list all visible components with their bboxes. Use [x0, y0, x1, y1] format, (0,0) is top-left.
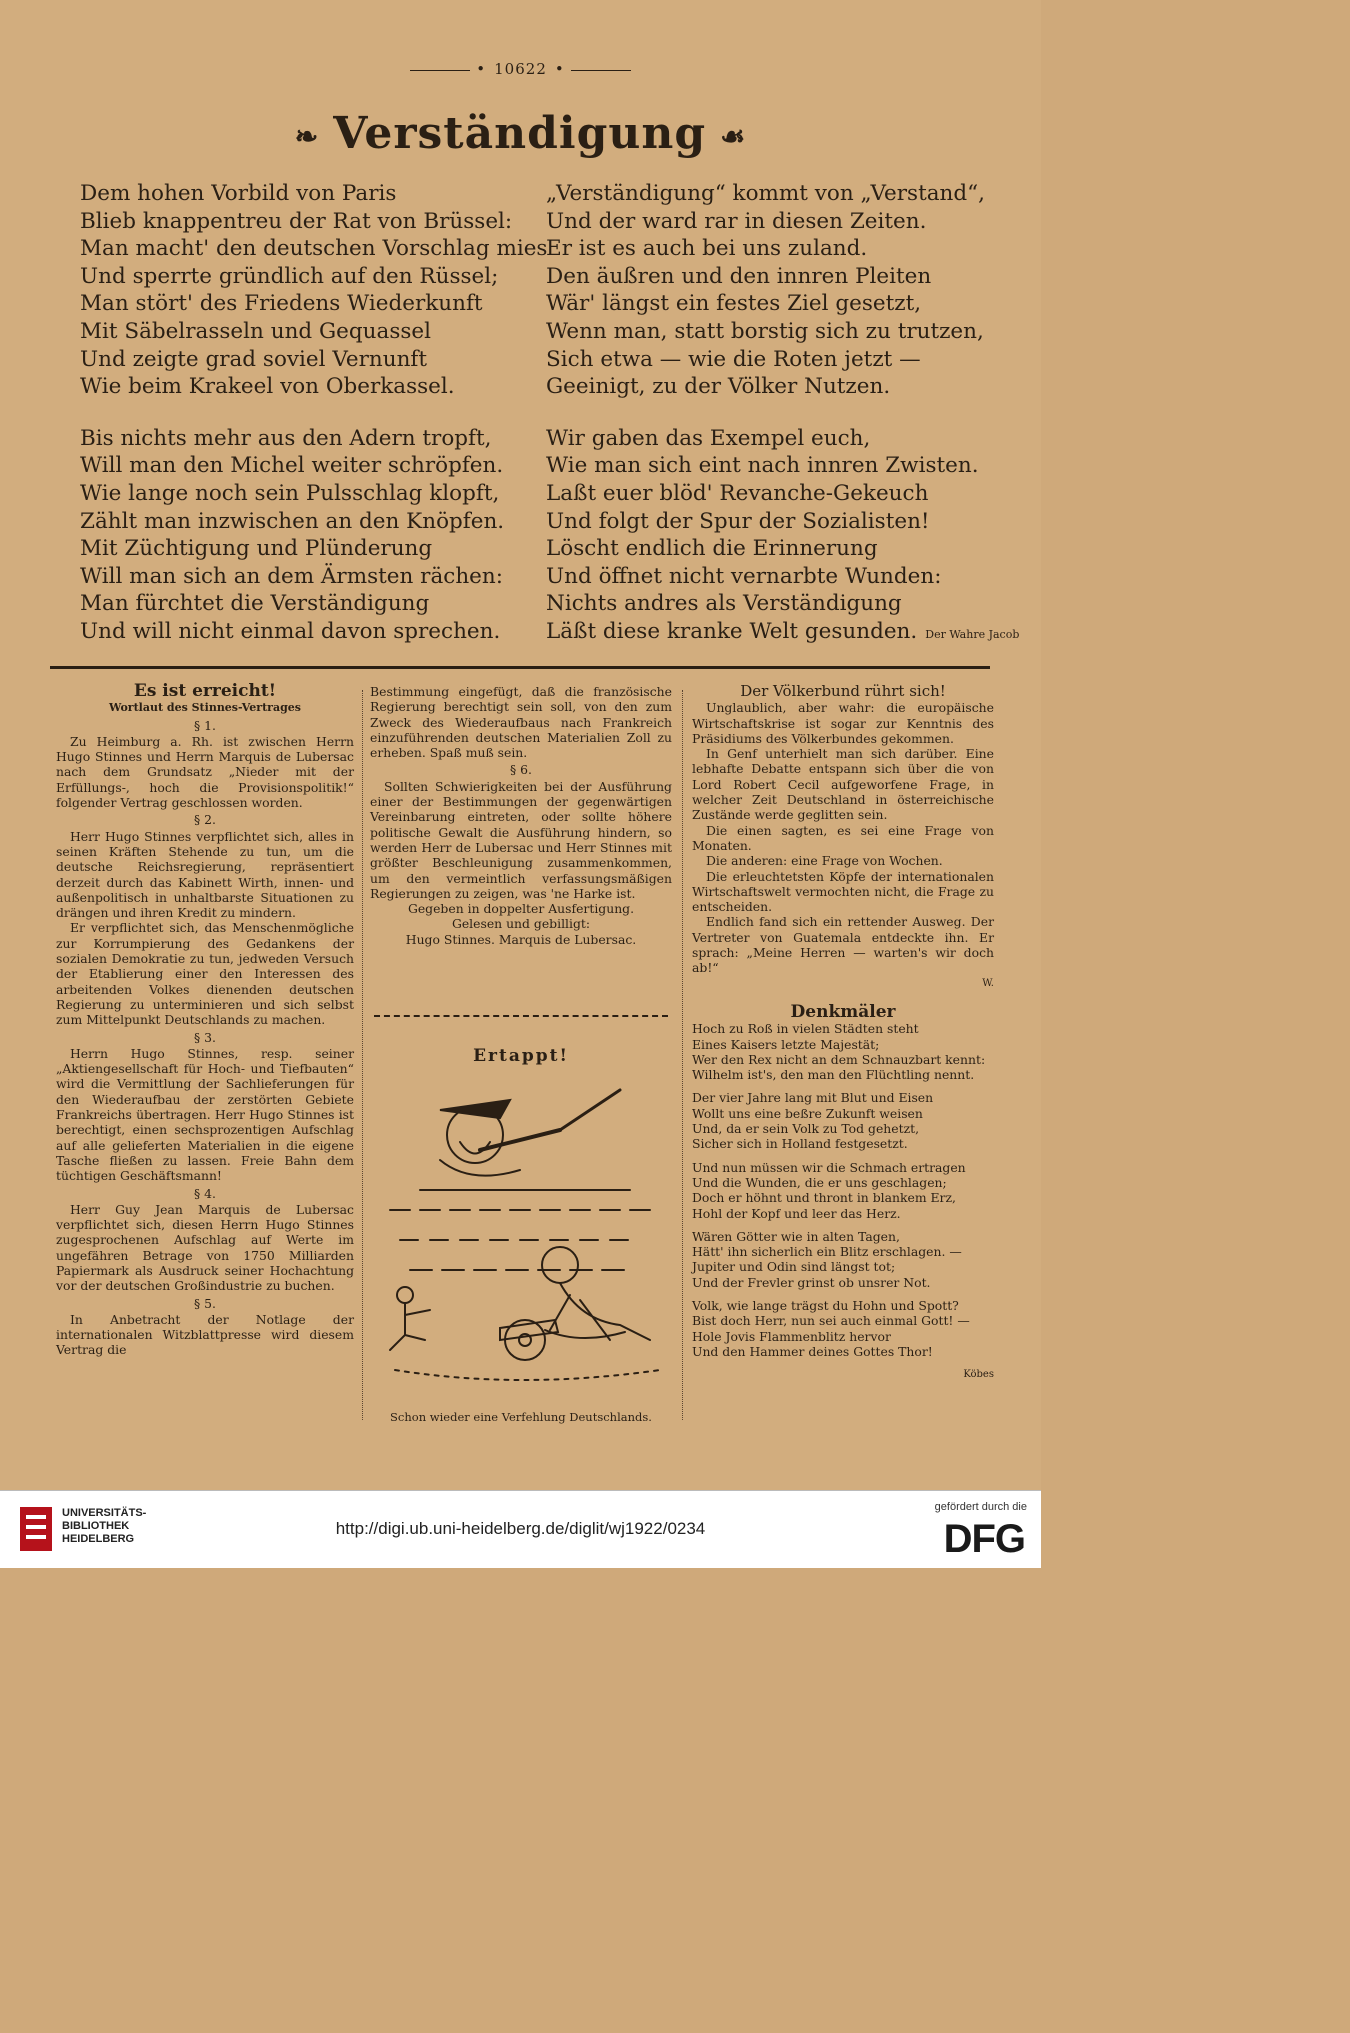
read-line: Gelesen und gebilligt: [451, 916, 591, 932]
poem-left-column [80, 180, 548, 670]
article-title: Der Völkerbund rührt sich! [740, 682, 946, 700]
poem-line: Und zeigte grad soviel Vernunft [80, 346, 428, 372]
cartoon-rule [374, 1015, 668, 1017]
signers-line: Hugo Stinnes. Marquis de Lubersac. [405, 931, 637, 947]
funded-by-label: gefördert durch die [934, 1501, 1027, 1513]
paragraph: Die erleuchtetsten Köpfe der internationalen Wirtschaftswelt vermochten nicht, die Frage zu entscheiden. [692, 868, 994, 915]
section-heading: § 1. [194, 717, 216, 733]
article-stinnes-contract-cont [370, 684, 672, 947]
ornament-left-icon: ❧ [294, 120, 320, 153]
poem-line: Und, da er sein Volk zu Tod gehetzt, [692, 1121, 920, 1137]
section-heading: § 4. [194, 1185, 216, 1201]
paragraph: Herr Hugo Stinnes verpflichtet sich, alles in seinen Kräften Stehende zu tun, um die deutsche Reichsregierung, repräsentiert derzeit durch das Kabinett Wirth, innen- und außenpolitisch in unhaltbarste Situationen zu drängen und ihren Kredit zu mindern. [56, 828, 354, 921]
poem-line: Läßt diese kranke Welt gesunden. Der Wahre Jacob [546, 618, 1020, 644]
poem-line: Jupiter und Odin sind längst tot; [692, 1259, 896, 1275]
paragraph: In Anbetracht der Notlage der internationalen Witzblattpresse wird diesem Vertrag die [56, 1311, 354, 1358]
ornament-right-icon: ☙ [720, 120, 747, 153]
library-name: UNIVERSITÄTS- BIBLIOTHEK HEIDELBERG [62, 1507, 147, 1545]
poem-line: Mit Züchtigung und Plünderung [80, 536, 433, 562]
poem-line: Wir gaben das Exempel euch, [546, 425, 871, 451]
paragraph: In Genf unterhielt man sich darüber. Eine lebhafte Debatte entspann sich über die von Lord Robert Cecil aufgeworfene Frage, in welcher Zeit Deutschland in österreichische Zustände werde geglitten sein. [692, 746, 994, 823]
page-number: • 10622 • [0, 60, 1041, 78]
poem-line: Wollt uns eine beßre Zukunft weisen [692, 1105, 923, 1121]
poem-line: Wenn man, statt borstig sich zu trutzen, [546, 318, 984, 344]
section-divider [50, 666, 990, 669]
poem-line: Und sperrte gründlich auf den Rüssel; [80, 263, 499, 289]
poem-line: Blieb knappentreu der Rat von Brüssel: [80, 208, 513, 234]
poem-line: Volk, wie lange trägst du Hohn und Spott? [692, 1297, 959, 1313]
poem-line: Löscht endlich die Erinnerung [546, 536, 878, 562]
poem-line: Wer den Rex nicht an dem Schnauzbart kennt: [692, 1051, 986, 1067]
section-heading: § 2. [194, 812, 216, 828]
poem-line: Und die Wunden, die er uns geschlagen; [692, 1174, 947, 1190]
poem-line: Und folgt der Spur der Sozialisten! [546, 508, 930, 534]
poem-line: „Verständigung“ kommt von „Verstand“, [546, 181, 985, 206]
signature: W. [982, 977, 994, 989]
poem-line: Wären Götter wie in alten Tagen, [692, 1228, 900, 1244]
poem-line: Man macht' den deutschen Vorschlag mies [80, 236, 548, 262]
poem-line: Und nun müssen wir die Schmach ertragen [692, 1159, 966, 1175]
paragraph: Herrn Hugo Stinnes, resp. seiner „Aktiengesellschaft für Hoch- und Tiefbauten“ wird die Vermittlung der Sachlieferungen für den Wiederaufbau der zerstörten Gebiete Frankreichs übertragen. Herr Hugo Stinnes ist berechtigt, einen sechsprozentigen Aufschlag auf alle gelieferten Materialien in die eigene Tasche fließen zu lassen. Freie Bahn dem tüchtigen Geschäftsmann! [56, 1045, 354, 1184]
poem-line: Eines Kaisers letzte Majestät; [692, 1036, 880, 1052]
stanza [80, 180, 548, 401]
stanza [80, 425, 520, 646]
section-heading: § 5. [194, 1295, 216, 1311]
source-url-link[interactable]: http://digi.ub.uni-heidelberg.de/diglit/wj1922/0234 [335, 1519, 706, 1538]
section-heading: § 6. [510, 762, 532, 778]
poem-denkmaeler [692, 1021, 994, 1382]
poem-line: Wilhelm ist's, den man den Flüchtling nennt. [692, 1067, 975, 1083]
footer-bar [0, 1490, 1041, 1568]
poem-line: Wie beim Krakeel von Oberkassel. [80, 374, 455, 400]
paragraph: Sollten Schwierigkeiten bei der Ausführung einer der Bestimmungen der gegenwärtigen Vereinbarung eintreten, oder sollte höhere politische Gewalt die Ausführung hindern, so werden Herr de Lubersac und Herr Stinnes mit größter Beschleunigung zusammenkommen, um den vermeintlich verfassungsmäßigen Regierungen zu zeigen, was 'ne Harke ist. [370, 778, 672, 901]
poem-title-denkmaeler: Denkmäler [790, 1001, 896, 1022]
paragraph: Die anderen: eine Frage von Wochen. [706, 853, 943, 869]
poem-line: Laßt euer blöd' Revanche-Gekeuch [546, 480, 929, 506]
poem-line: Geeinigt, zu der Völker Nutzen. [546, 374, 891, 400]
poem-line: Den äußren und den innren Pleiten [546, 263, 932, 289]
stanza [546, 180, 1016, 401]
section-heading: § 3. [194, 1029, 216, 1045]
poem-title: ❧ Verständigung ☙ [294, 108, 747, 159]
poem-line: Man stört' des Friedens Wiederkunft [80, 291, 483, 317]
poem-line: Sich etwa — wie die Roten jetzt — [546, 346, 921, 372]
poem-line: Hohl der Kopf und leer das Herz. [692, 1205, 901, 1221]
poem-line: Wär' längst ein festes Ziel gesetzt, [546, 291, 922, 317]
poem-line: Hätt' ihn sicherlich ein Blitz erschlagen. — [692, 1244, 962, 1260]
column-rule [362, 690, 363, 1420]
signature: Köbes [963, 1369, 994, 1381]
poem-line: Man fürchtet die Verständigung [80, 591, 430, 617]
article-title: Es ist erreicht! [133, 681, 277, 701]
paragraph: Er verpflichtet sich, das Menschenmögliche zur Korrumpierung des Gedankens der sozialen Demokratie zu tun, jedweden Versuch der Etablierung einer den Interessen des arbeitenden Volkes dienenden deutschen Regierung zu unterminieren und sich selbst zum Mittelpunkt Deutschlands zu machen. [56, 920, 354, 1028]
poem-line: Doch er höhnt und thront in blankem Erz, [692, 1190, 956, 1206]
stanza [692, 1021, 994, 1082]
poem-line: Sicher sich in Holland festgesetzt. [692, 1136, 908, 1152]
poem-line: Will man sich an dem Ärmsten rächen: [80, 563, 503, 589]
poem-line: Und der Frevler grinst ob unsrer Not. [692, 1274, 931, 1290]
stanza [692, 1090, 994, 1151]
poem-line: Hole Jovis Flammenblitz hervor [692, 1328, 891, 1344]
poem-line: Bis nichts mehr aus den Adern tropft, [80, 425, 492, 451]
paragraph: Bestimmung eingefügt, daß die französische Regierung berechtigt sein soll, von den zum Zweck des Wiederaufbaus nach Frankreich einzuführenden deutschen Materialien Zoll zu erheben. Spaß muß sein. [370, 684, 672, 761]
poem-line: Bist doch Herr, nun sei auch einmal Gott! — [692, 1313, 970, 1329]
article-subtitle: Wortlaut des Stinnes-Vertrages [109, 701, 301, 715]
column-rule [682, 690, 683, 1420]
article-voelkerbund [692, 684, 994, 1382]
cartoon-title: Ertappt! [473, 1046, 569, 1066]
poem-right-column [546, 180, 1020, 673]
paragraph: Herr Guy Jean Marquis de Lubersac verpflichtet sich, diesen Herrn Hugo Stinnes zugesprochenen Aufschlag auf Werte im ungefähren Betrage von 1750 Milliarden Papiermark als Ausdruck seiner Hochachtung vor der deutschen Großindustrie zu buchen. [56, 1201, 354, 1294]
article-stinnes-contract [56, 681, 354, 1358]
dfg-logo: DFG [943, 1517, 1025, 1561]
poem-line: Nichts andres als Verständigung [546, 591, 902, 617]
poem-line: Wie man sich eint nach innren Zwisten. [546, 453, 979, 479]
stanza [546, 425, 1020, 649]
poem-line: Und will nicht einmal davon sprechen. [80, 618, 501, 644]
poem-line: Dem hohen Vorbild von Paris [80, 181, 397, 206]
poem-line: Und der ward rar in diesen Zeiten. [546, 208, 927, 234]
poem-line: Der vier Jahre lang mit Blut und Eisen [692, 1090, 934, 1106]
poem-signature: Der Wahre Jacob [925, 627, 1020, 641]
stanza [692, 1229, 994, 1290]
paragraph: Die einen sagten, es sei eine Frage von Monaten. [692, 822, 994, 853]
poem-line: Hoch zu Roß in vielen Städten steht [692, 1021, 919, 1037]
cartoon-caption: Schon wieder eine Verfehlung Deutschlands. [390, 1410, 652, 1424]
paragraph: Zu Heimburg a. Rh. ist zwischen Herrn Hugo Stinnes und Herrn Marquis de Lubersac nach dem Grundsatz „Nieder mit der Erfüllungs-, hoch die Provisionspolitik!“ folgender Vertrag geschlossen worden. [56, 733, 354, 811]
poem-line: Wie lange noch sein Pulsschlag klopft, [80, 480, 500, 506]
poem-line: Mit Säbelrasseln und Gequassel [80, 318, 432, 344]
poem-line: Will man den Michel weiter schröpfen. [80, 453, 504, 479]
stanza [692, 1160, 994, 1221]
cartoon-illustration [380, 1070, 670, 1405]
stanza [692, 1298, 994, 1359]
poem-line: Und öffnet nicht vernarbte Wunden: [546, 563, 942, 589]
given-line: Gegeben in doppelter Ausfertigung. [407, 901, 635, 917]
poem-line: Er ist es auch bei uns zuland. [546, 236, 868, 262]
poem-line: Und den Hammer deines Gottes Thor! [692, 1343, 933, 1359]
paragraph: Endlich fand sich ein rettender Ausweg. Der Vertreter von Guatemala entdeckte ihn. Er sprach: „Meine Herren — warten's wir doch ab!“ [692, 914, 994, 976]
poem-line: Zählt man inzwischen an den Knöpfen. [80, 508, 505, 534]
paragraph: Unglaublich, aber wahr: die europäische Wirtschaftskrise ist sogar zur Kenntnis des Präsidiums des Völkerbundes gekommen. [692, 700, 994, 746]
